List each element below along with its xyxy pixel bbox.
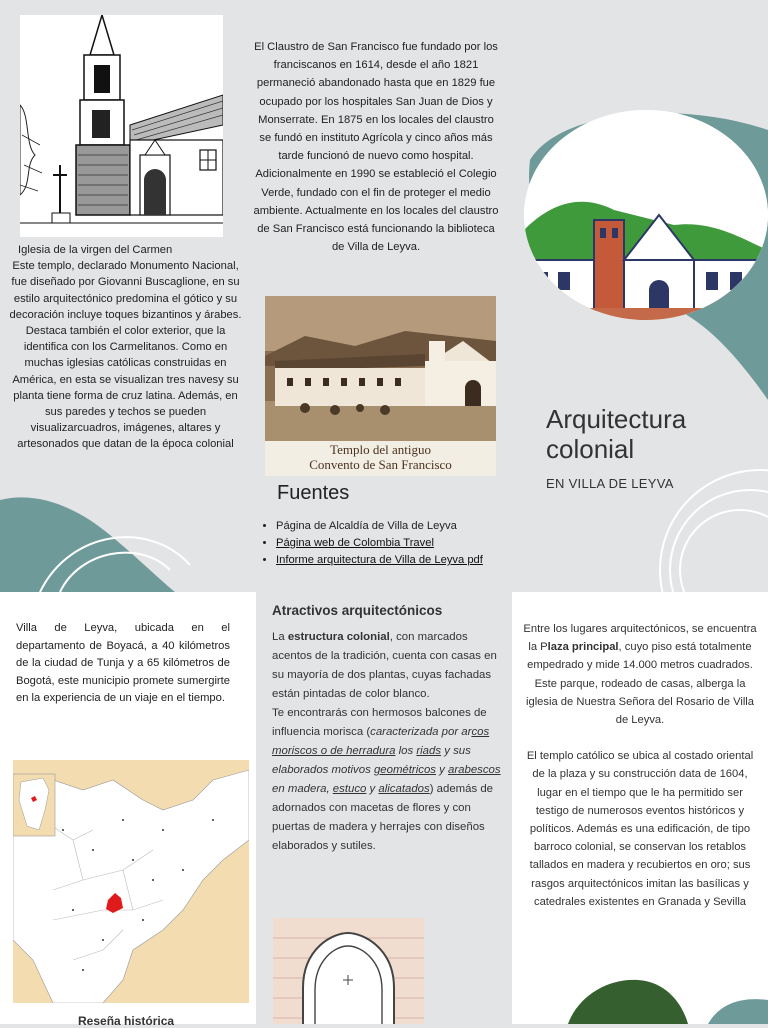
moorish-arch-image: [273, 918, 424, 1024]
geometricos-link[interactable]: geométricos: [373, 764, 436, 776]
fuentes-item[interactable]: [276, 535, 483, 552]
fuente-informe-pdf-link[interactable]: Informe arquitectura de Villa de Leyva pdf: [276, 554, 483, 566]
carmen-description: [8, 242, 243, 453]
estructura-colonial-text: estructura colonial: [287, 631, 390, 643]
arabescos-link[interactable]: arabescos: [448, 764, 501, 776]
cover-subtitle: EN VILLA DE LEYVA: [546, 476, 674, 491]
atractivos-heading: Atractivos arquitectónicos: [272, 603, 443, 618]
cover-title-line1: Arquitectura: [546, 404, 687, 434]
boyaca-map: [13, 760, 249, 1003]
decor-shapes-left: [0, 490, 260, 592]
cover-title-line2: colonial: [546, 434, 635, 464]
resena-heading: Reseña histórica: [78, 1014, 175, 1028]
claustro-photo-caption-1: Templo del antiguo: [330, 442, 431, 457]
leyva-description: Villa de Leyva, ubicada en el departamento de Boyacá, a 40 kilómetros de la ciudad de Tunja y a 65 kilómetros de Bogotá, este municipio promete sumergirte en la experiencia de un viaje en el tiempo.: [16, 622, 230, 705]
cover-title: [546, 404, 686, 464]
arcos-moriscos-link[interactable]: cos moriscos o de herradura: [272, 726, 490, 757]
claustro-photo-caption-2: Convento de San Francisco: [309, 457, 452, 472]
carmen-caption: Iglesia de la virgen del Carmen: [18, 244, 173, 256]
plaza-description: [522, 620, 758, 911]
fuente-colombia-travel-link[interactable]: Página web de Colombia Travel: [276, 537, 434, 549]
riads-link[interactable]: riads: [416, 745, 442, 757]
plaza-paragraph-2: El templo católico se ubica al costado oriental de la plaza y su construcción data de 1604, lugar en el tiempo que le ha permitido ser testigo de numerosos eventos históricos y políticos. Además es una edificación, de tipo barroco colonial, se conservan los retablos tallados en madera y recubiertos en oro; sus rasgos arquitectónicos imitan las basílicas y catedrales existentes en Granada y Sevilla: [526, 750, 754, 908]
plaza-paragraph-1: Entre los lugares arquitectónicos, se encuentra la Plaza principal, cuyo piso está totalmente empedrado y mide 14.000 metros cuadrados. Este parque, rodeado de casas, alberga la iglesia de Nuestra Señora del Rosario de Villa de Leyva.: [523, 623, 757, 727]
green-tree-decor: [568, 976, 768, 1024]
fuentes-list: [258, 518, 483, 569]
fuentes-item[interactable]: [276, 552, 483, 569]
estuco-link[interactable]: estuco: [332, 783, 367, 795]
alicatados-link[interactable]: alicatados: [378, 783, 430, 795]
carmen-sketch: [20, 15, 223, 237]
claustro-photo: [265, 296, 496, 476]
carmen-body: Este templo, declarado Monumento Nacional, fue diseñado por Giovanni Buscaglione, en su estilo arquitectónico predomina el gótico y su decoración incluye toques bizantinos y árabes. Destaca también el color exterior, que la identifica con los Carmelitanos. Como en muchas iglesias católicas construidas en América, en esta se visualizan tres navesy su planta tiene forma de cruz latina. Además, en sus paredes y techos se pueden visualizarcuadros, imágenes, altares y artesonados que datan de la época colonial: [9, 260, 242, 451]
cover-illustration: [524, 110, 768, 320]
atractivos-body: La estructura colonial, con marcados acentos de la tradición, cuenta con casas en su mayoría de dos plantas, cuyas fachadas están pintadas de color blanco. Te encontrarás con hermosos balcones de influencia morisca (caracterizada por arcos moriscos o de herradura los riads y sus elaborados motivos geométricos y arabescos en madera, estuco y alicatados) además de adornados con macetas de flores y con puertas de madera y herrajes con diseños elaborados y sutiles.: [272, 631, 501, 852]
claustro-description: El Claustro de San Francisco fue fundado por los franciscanos en 1614, desde el año 1821 permaneció abandonado hasta que en 1829 fue ocupado por los hospitales San Juan de Dios y Monserrate. En 1875 en los locales del claustro se fundó en instituto Agrícola y cinco años más tarde funcionó de nuevo como hospital. Adicionalmente en 1990 se estableció el Colegio Verde, fundado con el fin de proteger el medio ambiente. Actualmente en los locales del claustro de San Francisco está funcionando la biblioteca de Villa de Leyva.: [253, 41, 499, 254]
fuente-alcaldia: Página de Alcaldía de Villa de Leyva: [276, 520, 457, 532]
fuentes-item: [276, 518, 483, 535]
plaza-principal-text: laza principal: [547, 641, 619, 654]
fuentes-heading: Fuentes: [277, 482, 350, 504]
